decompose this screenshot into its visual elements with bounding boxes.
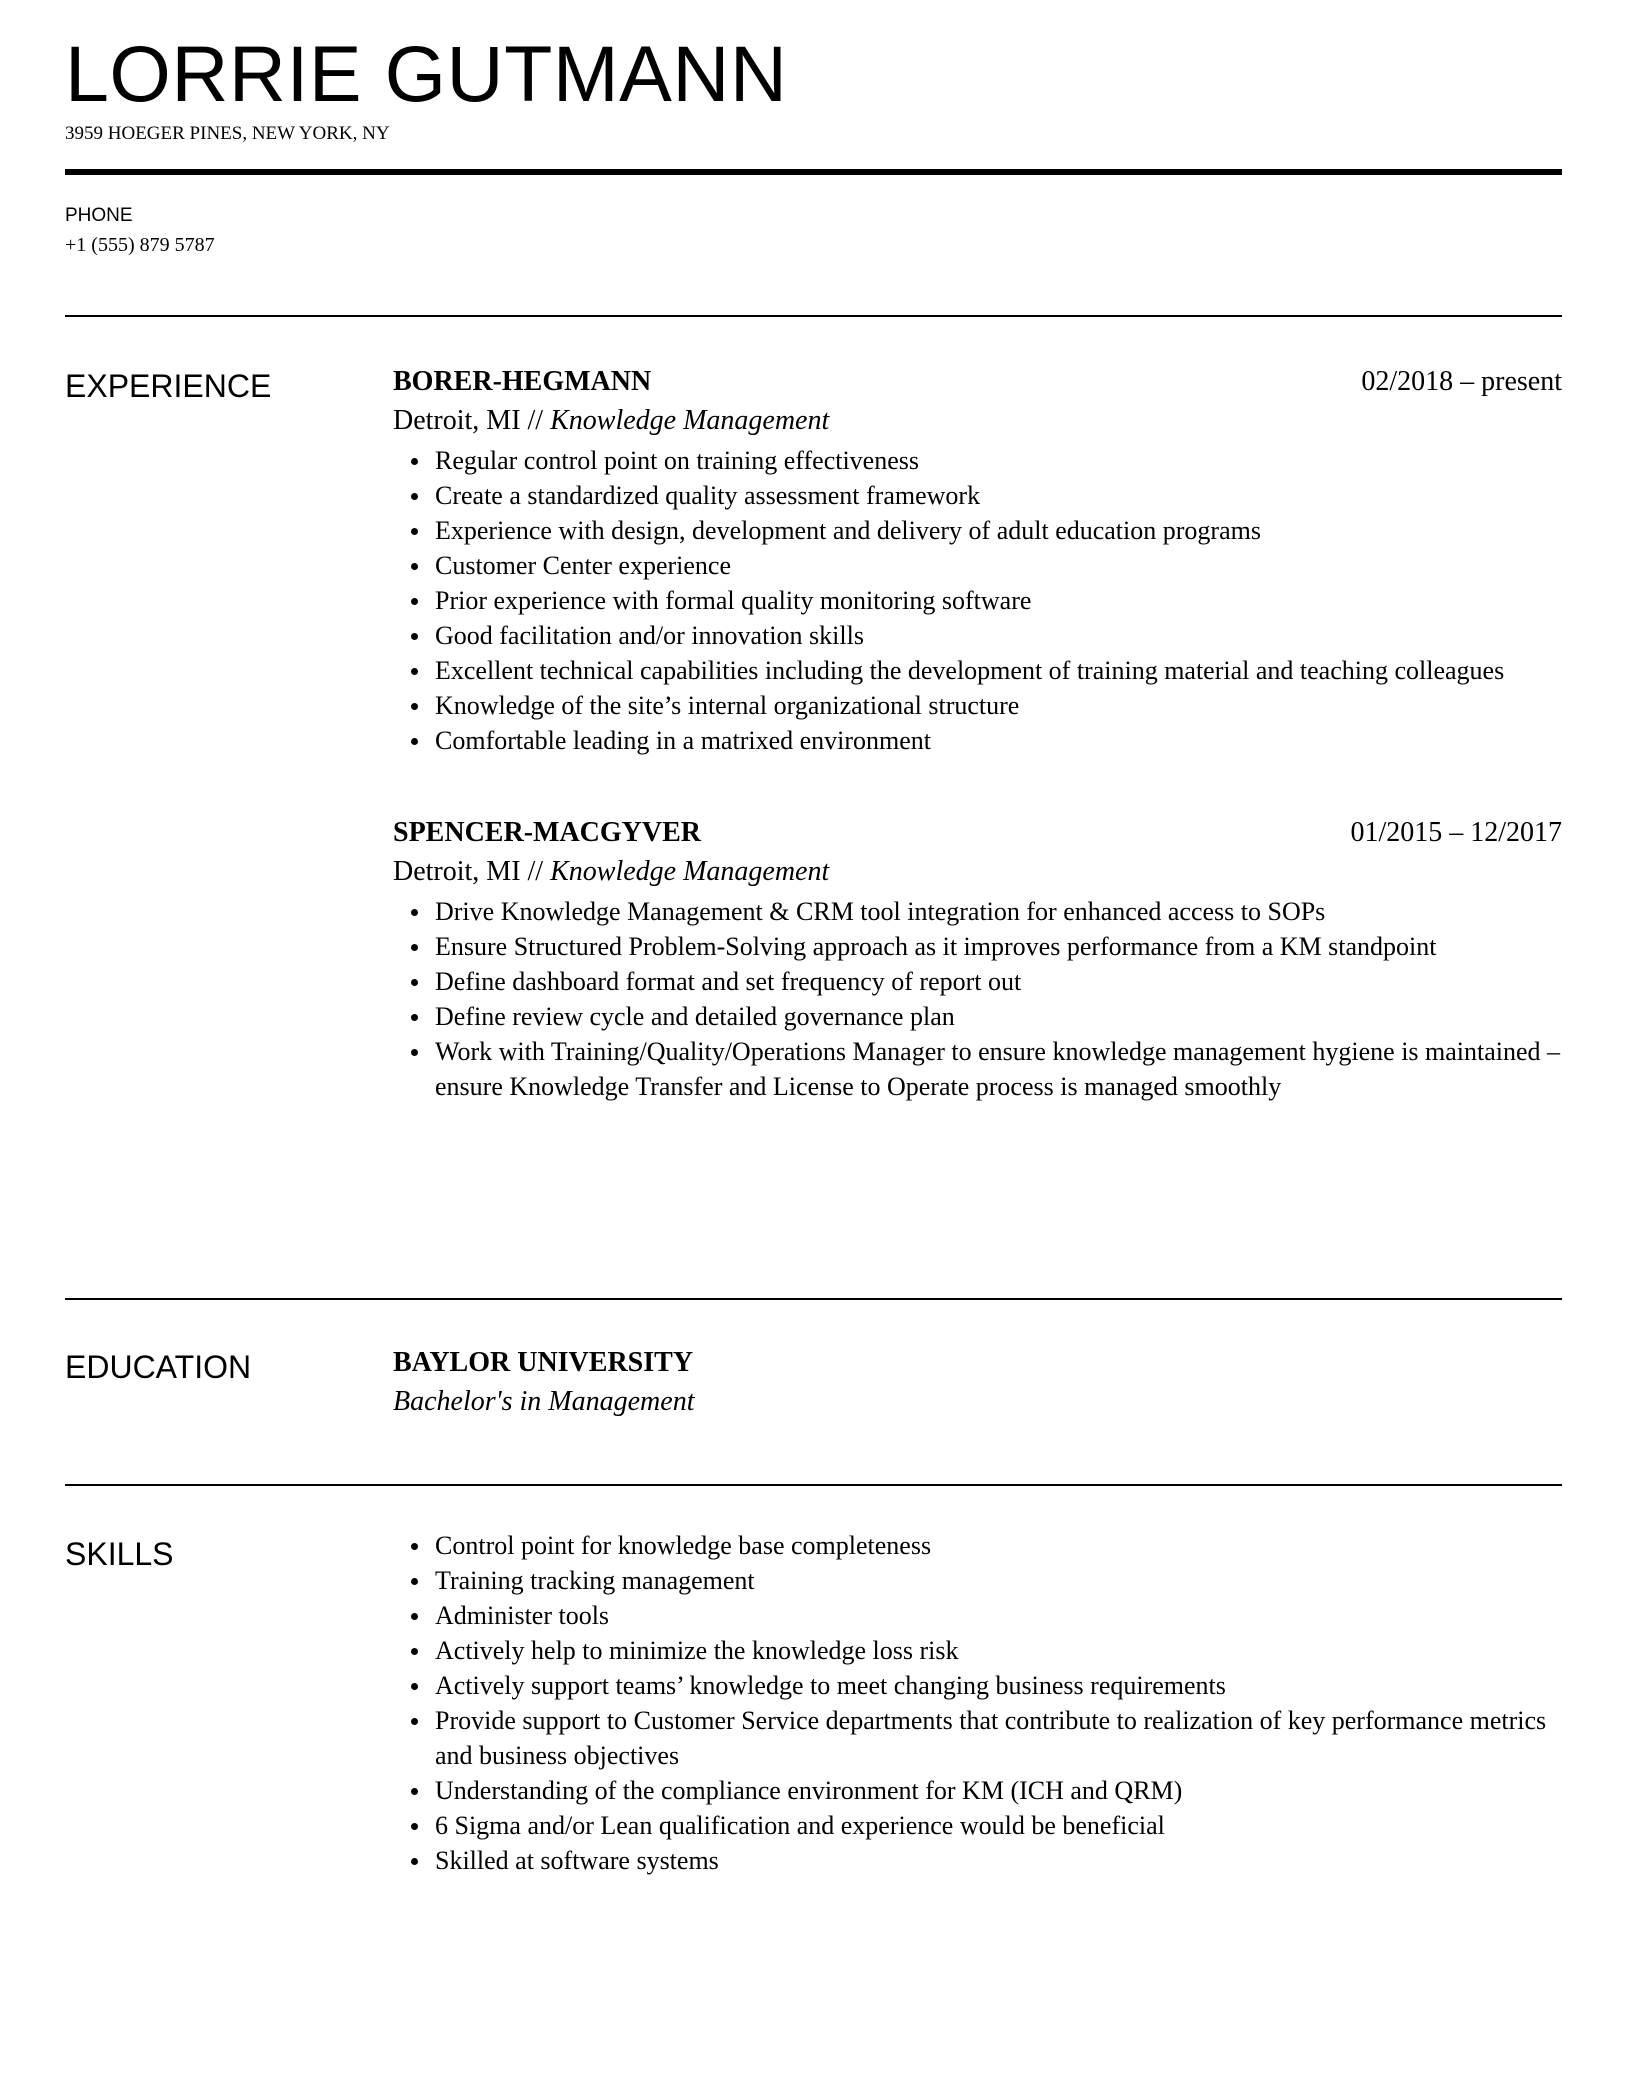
experience-section: [393, 363, 1562, 1104]
skills-list: [393, 1528, 1562, 1878]
bullet-item: Excellent technical capabilities including the development of training material and teaching colleagues: [393, 653, 1562, 688]
bullet-item: Drive Knowledge Management & CRM tool integration for enhanced access to SOPs: [393, 894, 1562, 929]
skill-item: Actively support teams’ knowledge to meet changing business requirements: [393, 1668, 1562, 1703]
experience-heading: EXPERIENCE: [65, 368, 272, 404]
company-name: SPENCER-MACGYVER: [393, 817, 701, 848]
skill-item: Administer tools: [393, 1598, 1562, 1633]
bullet-item: Knowledge of the site’s internal organizational structure: [393, 688, 1562, 723]
skills-section: [393, 1528, 1562, 1878]
job-entry: [393, 814, 1562, 1104]
candidate-name: LORRIE GUTMANN: [65, 29, 788, 118]
bullet-item: Prior experience with formal quality monitoring software: [393, 583, 1562, 618]
bullet-item: Experience with design, development and delivery of adult education programs: [393, 513, 1562, 548]
bullet-item: Work with Training/Quality/Operations Manager to ensure knowledge management hygiene is maintained – ensure Knowledge Transfer and License to Operate process is managed smoothly: [393, 1034, 1562, 1104]
skill-item: 6 Sigma and/or Lean qualification and experience would be beneficial: [393, 1808, 1562, 1843]
section-divider: [65, 1484, 1562, 1486]
bullet-item: Comfortable leading in a matrixed environment: [393, 723, 1562, 758]
job-meta: [393, 852, 1562, 892]
bullet-item: Ensure Structured Problem-Solving approach as it improves performance from a KM standpoint: [393, 929, 1562, 964]
job-dates: 02/2018 – present: [1361, 366, 1562, 397]
bullet-item: Good facilitation and/or innovation skills: [393, 618, 1562, 653]
bullet-item: Create a standardized quality assessment framework: [393, 478, 1562, 513]
meta-separator: //: [527, 405, 544, 436]
skills-heading: SKILLS: [65, 1536, 174, 1572]
company-name: BORER-HEGMANN: [393, 366, 652, 397]
skill-item: Skilled at software systems: [393, 1843, 1562, 1878]
section-divider: [65, 1298, 1562, 1300]
job-dates: 01/2015 – 12/2017: [1350, 817, 1562, 848]
section-divider: [65, 315, 1562, 317]
job-role: Knowledge Management: [550, 405, 830, 436]
skill-item: Actively help to minimize the knowledge loss risk: [393, 1633, 1562, 1668]
skill-item: Provide support to Customer Service departments that contribute to realization of key performance metrics and business objectives: [393, 1703, 1562, 1773]
school-name: BAYLOR UNIVERSITY: [393, 1347, 694, 1378]
bullet-item: Define dashboard format and set frequency of report out: [393, 964, 1562, 999]
education-heading: EDUCATION: [65, 1349, 252, 1385]
bullet-item: Regular control point on training effectiveness: [393, 443, 1562, 478]
education-section: [393, 1344, 1562, 1422]
job-entry: [393, 363, 1562, 758]
address: 3959 HOEGER PINES, NEW YORK, NY: [65, 123, 390, 144]
degree: Bachelor's in Management: [393, 1386, 695, 1417]
phone-label: PHONE: [65, 205, 133, 226]
header-divider: [65, 169, 1562, 175]
job-location: Detroit, MI: [393, 405, 521, 436]
job-meta: [393, 401, 1562, 441]
job-bullets: [393, 894, 1562, 1104]
job-role: Knowledge Management: [550, 856, 830, 887]
bullet-item: Customer Center experience: [393, 548, 1562, 583]
job-header: [393, 363, 1562, 401]
phone-number: +1 (555) 879 5787: [65, 234, 215, 256]
job-bullets: [393, 443, 1562, 758]
job-location: Detroit, MI: [393, 856, 521, 887]
meta-separator: //: [527, 856, 544, 887]
skill-item: Understanding of the compliance environment for KM (ICH and QRM): [393, 1773, 1562, 1808]
skill-item: Training tracking management: [393, 1563, 1562, 1598]
bullet-item: Define review cycle and detailed governance plan: [393, 999, 1562, 1034]
job-header: [393, 814, 1562, 852]
skill-item: Control point for knowledge base completeness: [393, 1528, 1562, 1563]
